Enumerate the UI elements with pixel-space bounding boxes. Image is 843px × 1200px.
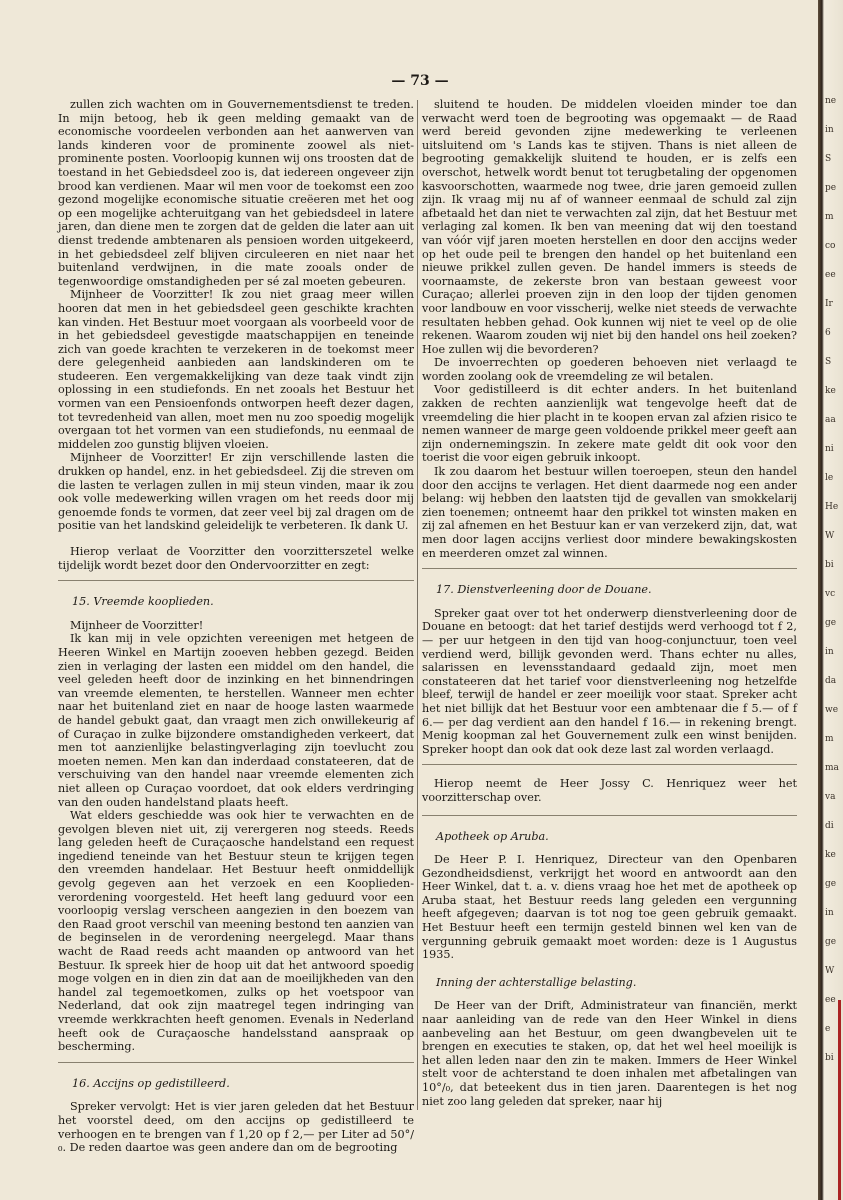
adjacent-page-edge: [818, 0, 843, 1200]
paragraph: De Heer van der Drift, Administrateur van financiën, merkt naar aanleiding van de rede van den Heer Winkel in diens aanbeveling aan het Bestuur, om geen dwangbevelen uit te brengen en executies te staken, op, dat het wel heel moeilijk is het allen leden naar den zin te maken. Immers de Heer Winkel stelt voor de achterstand te doen inhalen met afbetalingen van 10°/₀, dat beteekent dus in tien jaren. Daarentegen is het nog niet zoo lang geleden dat spreker, naar hij: [422, 999, 797, 1108]
adjacent-page-fragment: ma: [825, 763, 839, 773]
paragraph: Spreker gaat over tot het onderwerp dienstverleening door de Douane en betoogt: dat het tarief destijds werd verhoogd tot f 2,— per uur hetgeen in den tijd van hoog-conjunctuur, toen veel verdiend werd, billijk gevonden werd. Thans echter nu alles, salarissen en levensstandaard gedaald zijn, moet men constateeren dat het tarief voor dienstverleening nog hetzelfde bleef, terwijl de handel er zeer moeilijk voor staat. Spreker acht het niet billijk dat het Bestuur voor een ambtenaar die f 5.— of f 6.— per dag verdient aan den handel f 16.— in rekening brengt. Menig koopman zal het Gouvernement zulk een winst benijden. Spreker hoopt dan ook dat ook deze last zal worden verlaagd.: [422, 606, 797, 756]
section-heading-15: 15. Vreemde kooplieden.: [72, 595, 214, 609]
paragraph: Mijnheer de Voorzitter! Ik zou niet graag meer willen hooren dat men in het gebiedsdeel geen geschikte krachten kan vinden. Het Bestuur moet voorgaan als voorbeeld voor de in het gebiedsdeel gevestigde maatschappijen en teneinde zich van goede krachten te verzekeren in de toekomst meer dere gelegenheid aanbieden aan landskinderen om te studeeren. Een vergemakkelijking van deze taak vindt zijn oplossing in een studiefonds. En net zooals het Bestuur het vormen van een Pensioenfonds ontworpen heeft dezer dagen, tot tevredenheid van allen, moet men nu zoo spoedig mogelijk overgaan tot het vormen van een studiefonds, nu eenmaal de middelen zoo gunstig blijven vloeien.: [58, 288, 414, 451]
adjacent-page-fragment: pe: [825, 183, 837, 193]
section-heading-17: 17. Dienstverleening door de Douane.: [436, 583, 652, 597]
adjacent-page-fragment: in: [825, 125, 834, 135]
adjacent-page-fragment: S: [825, 154, 832, 164]
adjacent-page-fragment: Ir: [825, 299, 833, 309]
paragraph: Hierop verlaat de Voorzitter den voorzitterszetel welke tijdelijk wordt bezet door den Ondervoorzitter en zegt:: [58, 545, 414, 572]
column-divider: [417, 100, 418, 1110]
adjacent-page-fragment: ke: [825, 386, 836, 396]
paragraph: Voor gedistilleerd is dit echter anders. In het buitenland zakken de rechten aanzienlijk wat tengevolge heeft dat de vreemdeling die hier placht in te koopen ervan zal afzien risico te nemen wanneer de marge geen voldoende prikkel meer geeft aan zijn ondernemingszin. In zekere mate geldt dit ook voor den toerist die voor eigen gebruik inkoopt.: [422, 383, 797, 465]
section-heading-16: 16. Accijns op gedistilleerd.: [72, 1076, 230, 1090]
page-number: — 73 —: [391, 73, 449, 89]
adjacent-page-fragment: ni: [825, 444, 834, 454]
paragraph: Mijnheer de Voorzitter! Er zijn verschillende lasten die drukken op handel, enz. in het gebiedsdeel. Zij die streven om die lasten te verlagen zullen in mij steun vinden, maar ik zou ook volle medewerking willen vragen om het reeds door mij genoemde fonds te vormen, dat zeer veel bij zal dragen om de positie van het landskind geleidelijk te verbeteren. Ik dank U.: [58, 451, 414, 533]
binding-edge: [838, 1000, 841, 1200]
paragraph: Spreker vervolgt: Het is vier jaren geleden dat het Bestuur het voorstel deed, om den accijns op gedistilleerd te verhoogen en te brengen van f 1,20 op f 2,— per Liter ad 50°/₀. De reden daartoe was geen andere dan om de begrooting: [58, 1100, 414, 1155]
adjacent-page-fragment: ge: [825, 879, 837, 889]
right-column: [422, 98, 797, 1108]
paragraph: De Heer P. I. Henriquez, Directeur van den Openbaren Gezondheidsdienst, verkrijgt het woord en antwoordt aan den Heer Winkel, dat t. a. v. diens vraag hoe het met de apotheek op Aruba staat, het Bestuur reeds lang geleden een vergunning heeft afgegeven; daarvan is tot nog toe geen gebruik gemaakt. Het Bestuur heeft een termijn gesteld binnen wel ken van de vergunning gebruik gemaakt moet worden: deze is 1 Augustus 1935.: [422, 853, 797, 962]
adjacent-page-fragment: co: [825, 241, 836, 251]
adjacent-page-fragment: W: [825, 966, 835, 976]
adjacent-page-fragment: di: [825, 821, 834, 831]
adjacent-page-fragment: le: [825, 473, 834, 483]
adjacent-page-fragment: we: [825, 705, 839, 715]
adjacent-page-fragment: aa: [825, 415, 836, 425]
adjacent-page-fragment: vc: [825, 589, 836, 599]
paragraph: Mijnheer de Voorzitter!: [70, 618, 204, 632]
section-divider: [422, 568, 797, 569]
paragraph: Ik zou daarom het bestuur willen toeroepen, steun den handel door den accijns te verlagen. Het dient daarmede nog een ander belang: wij hebben den laatsten tijd de gevallen van smokkelarij zien toenemen; ontneemt haar den prikkel tot winsten maken en zij zal afnemen en het Bestuur kan er van verzekerd zijn, dat, wat men door lagen accijns verliest door mindere bewakingskosten en meerderen omzet zal winnen.: [422, 465, 797, 560]
adjacent-page-fragment: W: [825, 531, 835, 541]
adjacent-page-fragment: ee: [825, 995, 836, 1005]
paragraph: zullen zich wachten om in Gouvernementsdienst te treden. In mijn betoog, heb ik geen melding gemaakt van de economische voordeelen verbonden aan het aanwerven van lands kinderen voor de prominente zoowel als niet-prominente posten. Voorloopig kunnen wij ons troosten dat de toestand in het Gebiedsdeel zoo is, dat iedereen ongeveer zijn brood kan verdienen. Maar wil men voor de toekomst een zoo gezond mogelijke economische situatie creëeren met het oog op een mogelijke achteruitgang van het gebiedsdeel in latere jaren, dan diene men te zorgen dat de gelden die later aan uit dienst tredende ambtenaren als pensioen worden uitgekeerd, in het gebiedsdeel zelf blijven circuleeren en niet naar het buitenland verdwijnen, in die mate zooals onder de tegenwoordige omstandigheden per sé zal moeten gebeuren.: [58, 98, 414, 288]
adjacent-page-fragment: bi: [825, 1053, 834, 1063]
adjacent-page-fragment: ke: [825, 850, 836, 860]
paragraph: De invoerrechten op goederen behoeven niet verlaagd te worden zoolang ook de vreemdeling ze wil betalen.: [422, 356, 797, 383]
adjacent-page-fragment: ge: [825, 937, 837, 947]
section-heading-aruba: Apotheek op Aruba.: [436, 829, 549, 843]
adjacent-page-fragment: He: [825, 502, 839, 512]
adjacent-page-fragment: in: [825, 647, 834, 657]
adjacent-page-fragment: va: [825, 792, 836, 802]
section-divider: [422, 764, 797, 765]
adjacent-page-fragment: ne: [825, 96, 837, 106]
adjacent-page-fragment: in: [825, 908, 834, 918]
section-divider: [422, 815, 797, 816]
paragraph: sluitend te houden. De middelen vloeiden minder toe dan verwacht werd toen de begrooting was opgemaakt — de Raad werd bereid gevonden zijne medewerking te verleenen uitsluitend om 's Lands kas te stijven. Thans is niet alleen de begrooting gemakkelijk sluitend te houden, er is zelfs een overschot, hetwelk wordt benut tot terugbetaling der opgenomen kasvoorschotten, waarmede nog twee, drie jaren gemoeid zullen zijn. Ik vraag mij nu af of wanneer eenmaal de schuld zal zijn afbetaald het dan niet te verwachten zal zijn, dat het Bestuur met verlaging zal komen. Ik ben van meening dat wij den toestand van vóór vijf jaren moeten herstellen en door den accijns weder op het oude peil te brengen den handel op het buitenland een nieuwe prikkel zullen geven. De handel immers is steeds de voornaamste, de zekerste bron van bestaan geweest voor Curaçao; allerlei proeven zijn in den loop der tijden genomen voor landbouw en voor visscherij, welke niet steeds de verwachte resultaten hebben gehad. Ook kunnen wij niet te veel op de olie rekenen. Waarom zouden wij niet bij den handel ons heil zoeken? Hoe zullen wij die bevorderen?: [422, 98, 797, 356]
section-divider: [58, 1062, 414, 1063]
section-heading-inning: Inning der achterstallige belasting.: [436, 975, 637, 989]
paragraph: Hierop neemt de Heer Jossy C. Henriquez weer het voorzitterschap over.: [422, 777, 797, 804]
adjacent-page-fragment: ge: [825, 618, 837, 628]
paragraph: Wat elders geschiedde was ook hier te verwachten en de gevolgen bleven niet uit, zij verergeren nog steeds. Reeds lang geleden heeft de Curaçaosche handelstand een request ingediend teneinde van het Bestuur steun te krijgen tegen den vreemden handelaar. Het Bestuur heeft onmiddellijk gevolg gegeven aan het verzoek en een Kooplieden-verordening voorgesteld. Het heeft lang geduurd voor een voorloopig verslag verscheen aangezien in den boezem van den Raad groot verschil van meening bestond ten aanzien van de beginselen in de verordening neergelegd. Maar thans wacht de Raad reeds acht maanden op antwoord van het Bestuur. Ik spreek hier de hoop uit dat het antwoord spoedig moge volgen en in dien zin dat aan de moeilijkheden van den handel zal tegemoetkomen, zulks op het voetspoor van Nederland, dat ook zijn maatregel tegen indringing van vreemde werkkrachten heeft genomen. Evenals in Nederland heeft ook de Curaçaosche handelsstand aanspraak op bescherming.: [58, 809, 414, 1054]
adjacent-page-fragment: m: [825, 734, 834, 744]
adjacent-page-fragment: bi: [825, 560, 834, 570]
paragraph: Ik kan mij in vele opzichten vereenigen met hetgeen de Heeren Winkel en Martijn zooeven hebben gezegd. Beiden zien in verlaging der lasten een middel om den handel, die veel geleden heeft door de inzinking en het binnendringen van vreemde elementen, te herstellen. Wanneer men echter naar het buitenland ziet en naar de hooge lasten waarmede de handel gebukt gaat, dan vraagt men zich onwillekeurig af of Curaçao in zulke bijzondere omstandigheden verkeert, dat men tot aanzienlijke belastingverlaging zijn toevlucht zou moeten nemen. Men kan dan inderdaad constateeren, dat de verschuiving van den handel naar vreemde elementen zich niet alleen op Curaçao voordoet, dat ook elders verdringing van den ouden handelstand plaats heeft.: [58, 632, 414, 809]
adjacent-page-fragment: e: [825, 1024, 831, 1034]
left-column: [58, 98, 414, 1155]
adjacent-page-fragment: ee: [825, 270, 836, 280]
section-divider: [58, 580, 414, 581]
adjacent-page-fragment: S: [825, 357, 832, 367]
adjacent-page-fragment: 6: [825, 328, 831, 338]
adjacent-page-fragment: m: [825, 212, 834, 222]
adjacent-page-fragment: da: [825, 676, 837, 686]
